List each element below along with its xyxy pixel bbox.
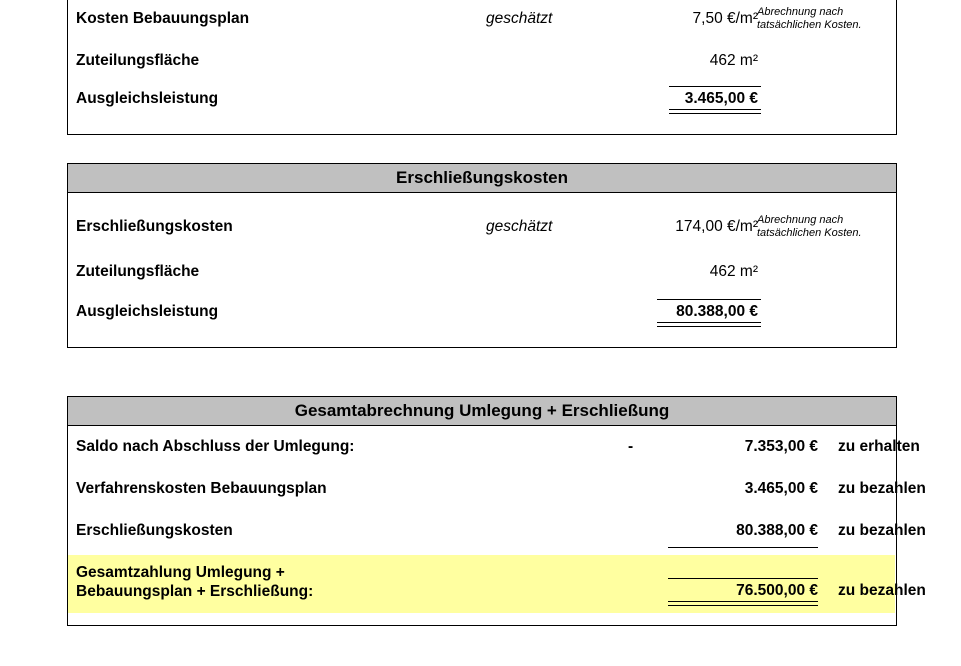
table-row	[68, 1, 896, 43]
total-label	[76, 563, 313, 601]
row-label: Ausgleichsleistung	[76, 90, 219, 107]
row-value: 174,00 €/m²	[675, 218, 758, 235]
row-sign: -	[628, 438, 634, 455]
table-row	[68, 429, 920, 471]
row-label: Saldo nach Abschluss der Umlegung:	[76, 438, 355, 455]
row-value: 462 m²	[709, 52, 758, 69]
total-rule-top	[657, 299, 761, 300]
row-suffix: zu bezahlen	[838, 480, 926, 497]
total-rule-top	[668, 578, 818, 579]
row-suffix: zu erhalten	[838, 438, 920, 455]
row-label: Zuteilungsfläche	[76, 52, 200, 69]
total-label-line2: Bebauungsplan + Erschließung:	[76, 583, 314, 600]
row-label: Verfahrenskosten Bebauungsplan	[76, 480, 327, 497]
row-label: Ausgleichsleistung	[76, 303, 219, 320]
table-row	[68, 471, 926, 513]
row-label: Erschließungskosten	[76, 218, 233, 235]
block-bebauungsplan	[67, 0, 897, 135]
total-rule-top	[669, 86, 761, 87]
total-value: 76.500,00 €	[736, 582, 818, 599]
table-row-total	[68, 81, 896, 123]
row-value: 3.465,00 €	[684, 90, 758, 107]
row-value: 3.465,00 €	[744, 480, 818, 497]
row-label: Zuteilungsfläche	[76, 263, 200, 280]
block-header-erschliessungskosten: Erschließungskosten	[68, 164, 896, 193]
total-suffix: zu bezahlen	[838, 582, 926, 599]
table-row	[68, 43, 896, 85]
row-suffix: zu bezahlen	[838, 522, 926, 539]
table-row	[68, 209, 896, 251]
total-rule-double	[657, 322, 761, 327]
total-label-line1: Gesamtzahlung Umlegung +	[76, 564, 285, 581]
total-rule-double	[668, 601, 818, 606]
row-footnote-line2: tatsächlichen Kosten.	[757, 19, 862, 31]
table-row-total	[68, 294, 896, 336]
subtotal-rule	[668, 547, 818, 548]
row-value: 7.353,00 €	[744, 438, 818, 455]
row-estimate-note: geschätzt	[486, 218, 553, 235]
row-footnote-line1: Abrechnung nach	[757, 6, 844, 18]
row-value: 80.388,00 €	[676, 303, 758, 320]
row-footnote-line1: Abrechnung nach	[757, 214, 844, 226]
block-erschliessungskosten	[67, 163, 897, 348]
row-label: Kosten Bebauungsplan	[76, 10, 250, 27]
row-value: 7,50 €/m²	[692, 10, 758, 27]
row-estimate-note: geschätzt	[486, 10, 553, 27]
row-value: 462 m²	[709, 263, 758, 280]
table-row	[68, 254, 896, 296]
table-row	[68, 513, 926, 555]
block-header-gesamtabrechnung: Gesamtabrechnung Umlegung + Erschließung	[68, 397, 896, 426]
row-footnote-line2: tatsächlichen Kosten.	[757, 227, 862, 239]
total-rule-double	[669, 109, 761, 114]
row-label: Erschließungskosten	[76, 522, 233, 539]
row-value: 80.388,00 €	[736, 522, 818, 539]
block-gesamtabrechnung	[67, 396, 926, 626]
